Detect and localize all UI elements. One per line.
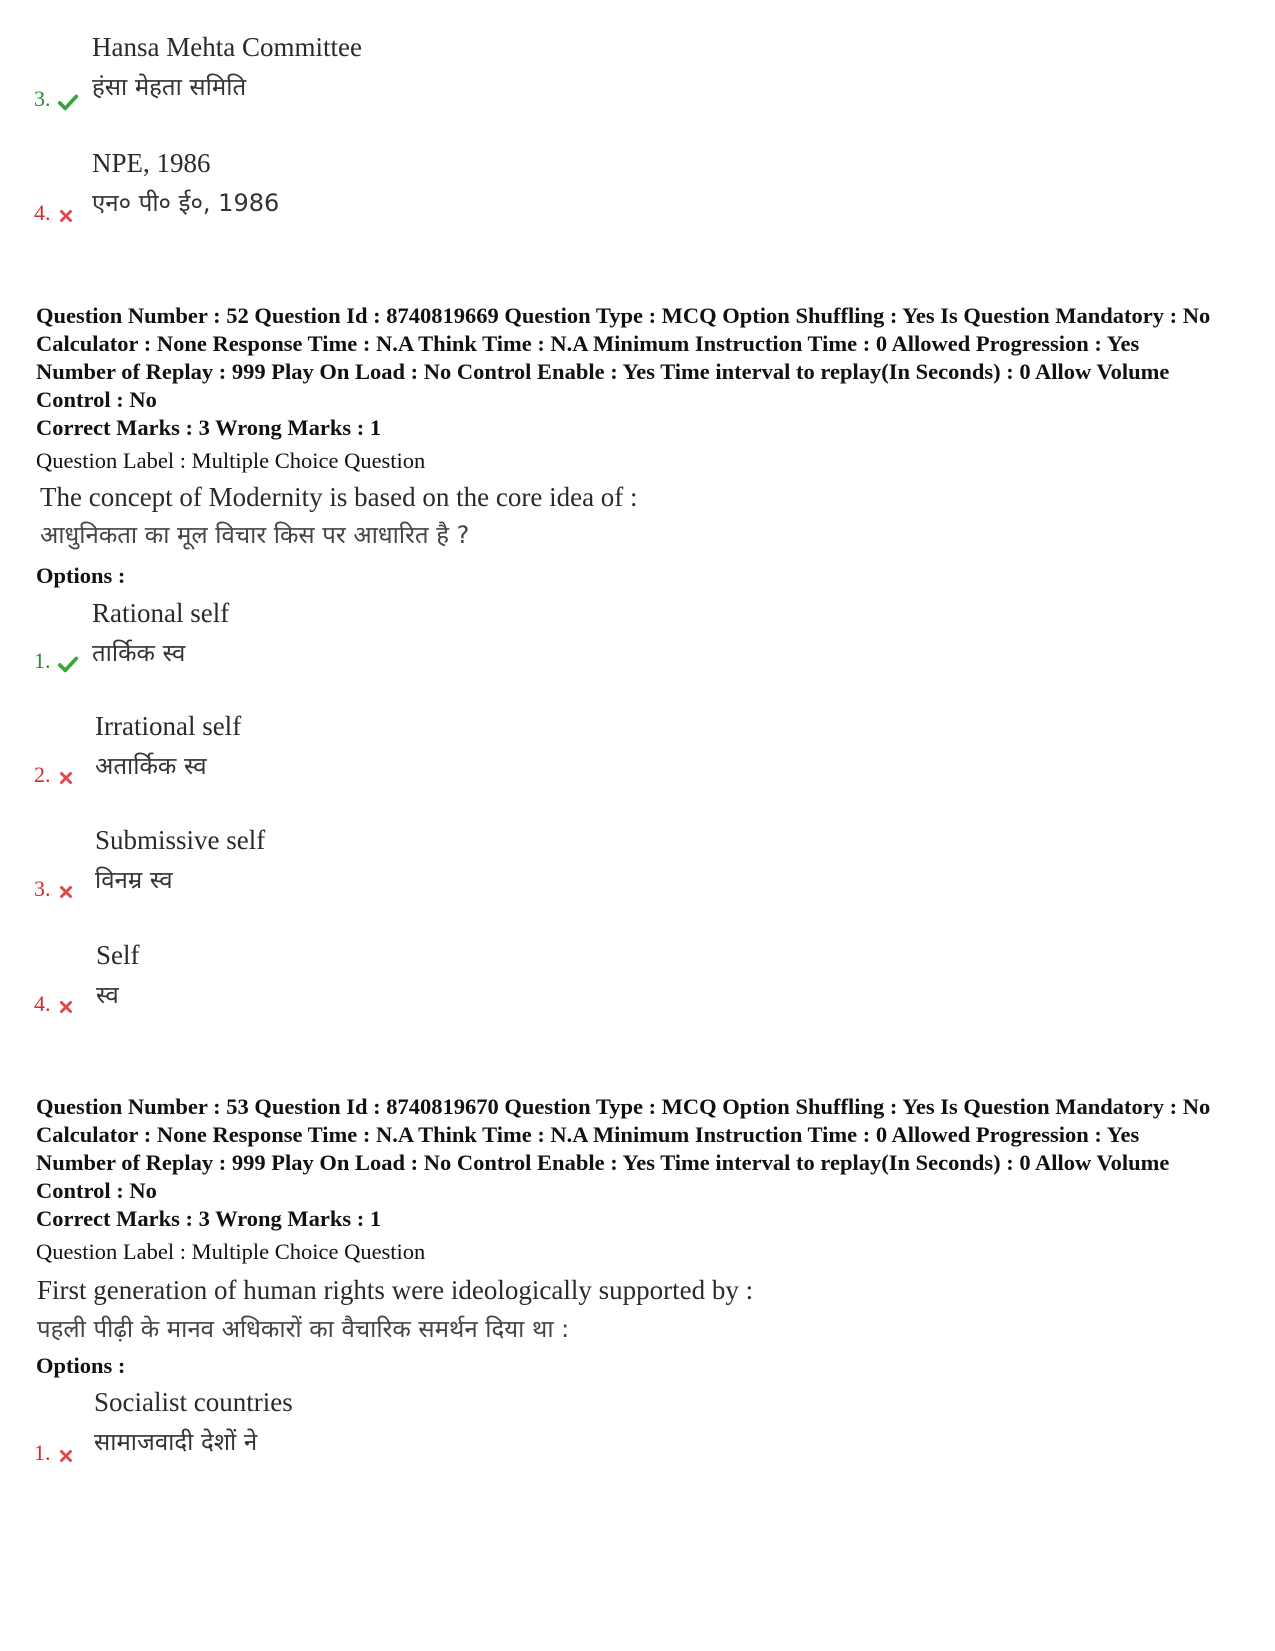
- q52-option-4-hindi: स्व: [96, 981, 119, 1009]
- q53-question-hindi: पहली पीढ़ी के मानव अधिकारों का वैचारिक समर्थन दिया था :: [37, 1315, 570, 1343]
- option-number: 1.: [34, 1440, 51, 1465]
- q53-option-1-marker: [34, 1440, 75, 1466]
- q52-option-3-hindi: विनम्र स्व: [95, 866, 173, 894]
- q52-option-1-hindi: तार्किक स्व: [92, 639, 186, 667]
- q52-question-hindi: आधुनिकता का मूल विचार किस पर आधारित है ?: [40, 521, 470, 549]
- cross-icon: [57, 998, 75, 1016]
- option-number: 4.: [34, 200, 51, 225]
- q52-option-3-english: Submissive self: [95, 825, 266, 855]
- q52-option-4-marker: [34, 991, 75, 1017]
- q52-label: Question Label : Multiple Choice Question: [36, 448, 426, 473]
- q53-question-english: First generation of human rights were ideologically supported by :: [37, 1275, 754, 1305]
- prev-option-4-marker: [34, 200, 75, 226]
- q52-question-english: The concept of Modernity is based on the core idea of :: [40, 482, 638, 512]
- prev-option-3-marker: [34, 86, 79, 113]
- q53-metadata: Question Number : 53 Question Id : 8740819670 Question Type : MCQ Option Shuffling : Yes Is Question Mandatory : No Calculator : None Response Time : N.A Think Time : N.A Minimum Instruction Time : 0 Allowed Progression : Yes Number of Replay : 999 Play On Load : No Control Enable : Yes Time interval to replay(In Seconds) : 0 Allow Volume Control : No: [36, 1094, 1211, 1203]
- prev-option-3-hindi: हंसा मेहता समिति: [92, 73, 247, 101]
- cross-icon: [57, 883, 75, 901]
- q52-metadata: Question Number : 52 Question Id : 8740819669 Question Type : MCQ Option Shuffling : Yes Is Question Mandatory : No Calculator : None Response Time : N.A Think Time : N.A Minimum Instruction Time : 0 Allowed Progression : Yes Number of Replay : 999 Play On Load : No Control Enable : Yes Time interval to replay(In Seconds) : 0 Allow Volume Control : No: [36, 303, 1211, 412]
- q53-marks: Correct Marks : 3 Wrong Marks : 1: [36, 1206, 382, 1231]
- option-number: 1.: [34, 648, 51, 673]
- option-number: 4.: [34, 991, 51, 1016]
- q53-option-1-hindi: सामाजवादी देशों ने: [94, 1428, 258, 1456]
- prev-option-4-english: NPE, 1986: [92, 148, 211, 178]
- q52-option-1-english: Rational self: [92, 598, 230, 628]
- cross-icon: [57, 1447, 75, 1465]
- q53-option-1-english: Socialist countries: [94, 1387, 293, 1417]
- cross-icon: [57, 207, 75, 225]
- cross-icon: [57, 769, 75, 787]
- q52-marks: Correct Marks : 3 Wrong Marks : 1: [36, 415, 382, 440]
- q52-option-2-english: Irrational self: [95, 711, 242, 741]
- check-icon: [57, 653, 79, 675]
- q52-option-1-marker: [34, 648, 79, 675]
- q52-option-3-marker: [34, 876, 75, 902]
- prev-option-4-hindi: एन० पी० ई०, 1986: [92, 189, 280, 217]
- option-number: 3.: [34, 876, 51, 901]
- q53-label: Question Label : Multiple Choice Question: [36, 1239, 426, 1264]
- option-number: 3.: [34, 86, 51, 111]
- prev-option-3-english: Hansa Mehta Committee: [92, 32, 362, 62]
- q52-option-2-marker: [34, 762, 75, 788]
- q53-options-heading: Options :: [36, 1353, 126, 1378]
- q52-option-2-hindi: अतार्किक स्व: [95, 752, 207, 780]
- check-icon: [57, 91, 79, 113]
- option-number: 2.: [34, 762, 51, 787]
- q52-options-heading: Options :: [36, 563, 126, 588]
- q52-option-4-english: Self: [96, 940, 140, 970]
